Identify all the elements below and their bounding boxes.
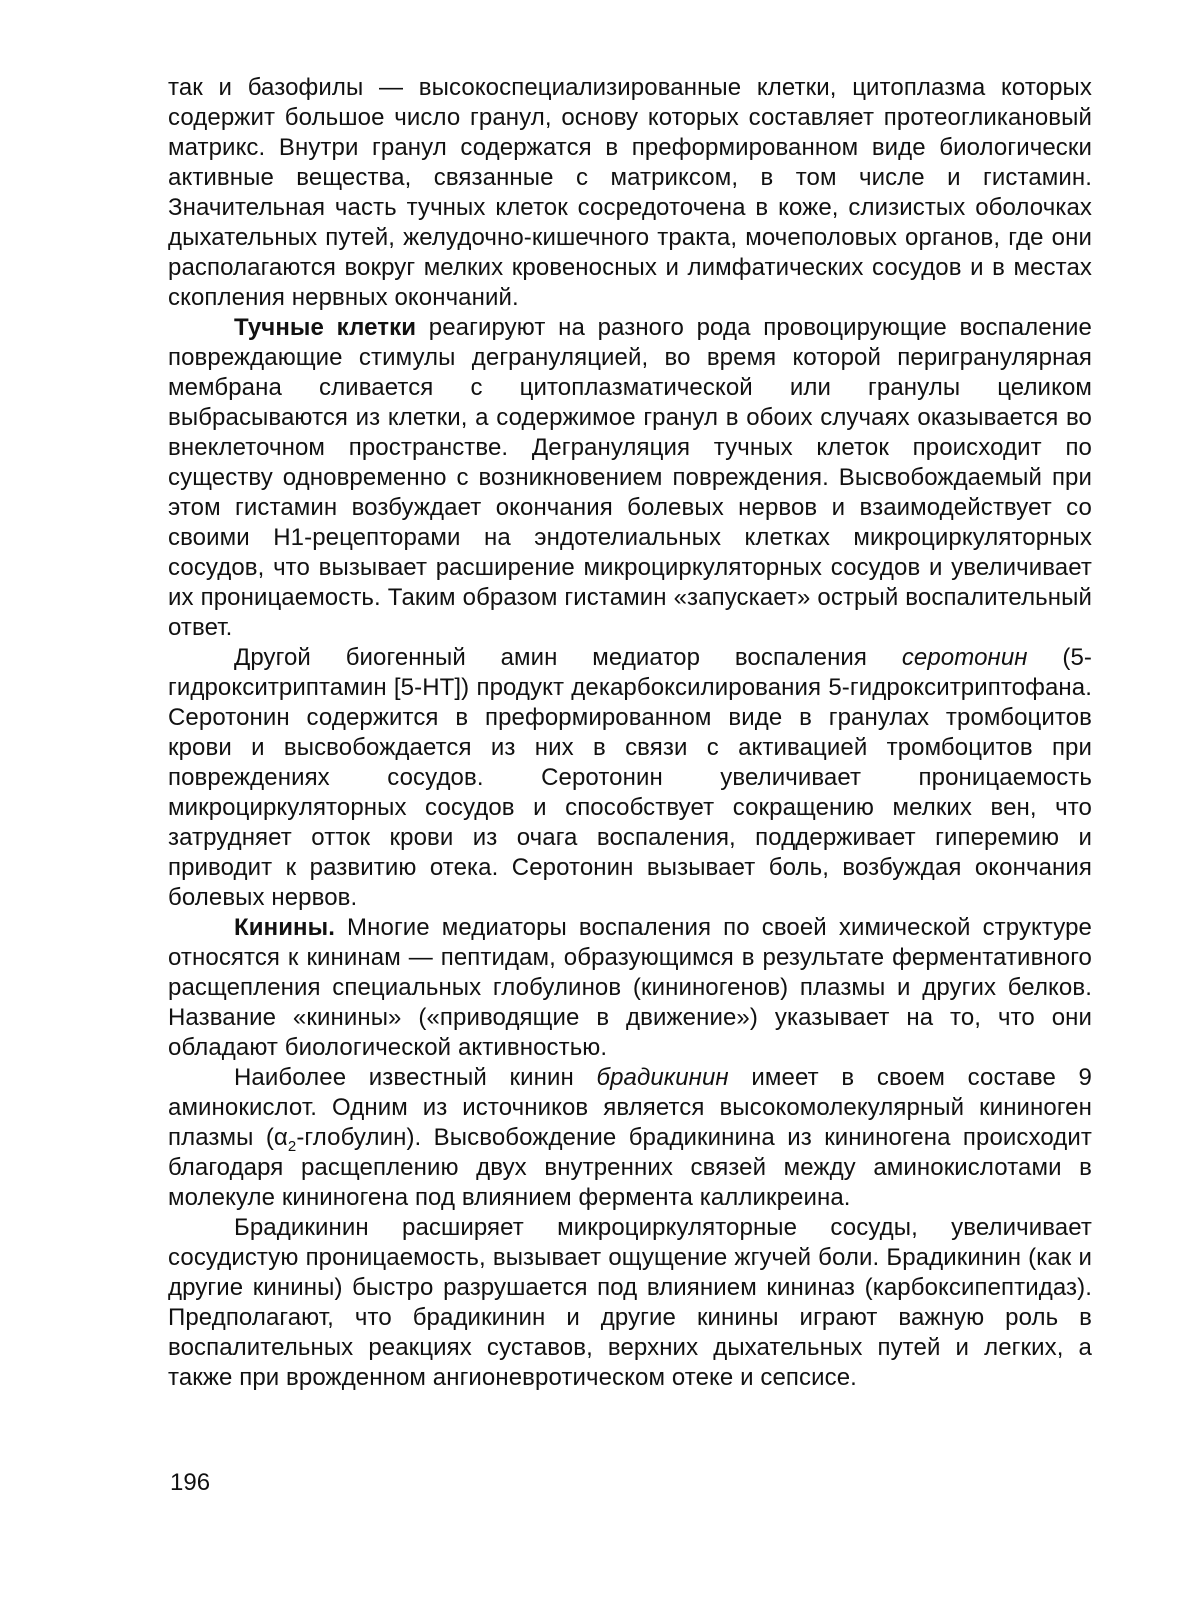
term-mast-cells: Тучные клетки: [234, 314, 417, 341]
paragraph-1-text: так и базофилы — высокоспециализированные клетки, цитоплазма которых содержит большое число гранул, основу которых составляет протеогликановый матрикс. Внутри гранул содержатся в преформированном виде биологически активные вещества, связанные с матриксом, в том числе и гистамин. Значительная часть тучных клеток сосредоточена в коже, слизистых оболочках дыхательных путей, желудочно-кишечного тракта, мочеполовых органов, где они располагаются вокруг мелких кровеносных и лимфатических сосудов и в местах скопления нервных окончаний.: [168, 74, 1092, 311]
paragraph-6: [168, 1213, 1092, 1393]
paragraph-1: [168, 73, 1092, 313]
paragraph-4: [168, 913, 1092, 1063]
paragraph-6-text: Брадикинин расширяет микроциркуляторные сосуды, увеличивает сосудистую проницаемость, вызывает ощущение жгучей боли. Брадикинин (как и другие кинины) быстро разрушается под влиянием кининаз (карбоксипептидаз). Предполагают, что брадикинин и другие кинины играют важную роль в воспалительных реакциях суставов, верхних дыхательных путей и легких, а также при врожденном ангионевротическом отеке и сепсисе.: [168, 1214, 1092, 1391]
paragraph-5-text-1: имеет в своем составе 9 аминокислот. Одним из источников является высокомолекулярный кининоген плазмы (α: [168, 1064, 1092, 1151]
paragraph-3: [168, 643, 1092, 913]
paragraph-3-text: (5-гидрокситриптамин [5-НТ]) продукт декарбоксилирования 5-гидрокситриптофана. Серотонин содержится в преформированном виде в гранулах тромбоцитов крови и высвобождается из них в связи с активацией тромбоцитов при повреждениях сосудов. Серотонин увеличивает проницаемость микроциркуляторных сосудов и способствует сокращению мелких вен, что затрудняет отток крови из очага воспаления, поддерживает гиперемию и приводит к развитию отека. Серотонин вызывает боль, возбуждая окончания болевых нервов.: [168, 644, 1093, 911]
paragraph-5: [168, 1063, 1092, 1213]
term-kinins: Кинины.: [234, 914, 336, 941]
paragraph-2-text: реагируют на разного рода провоцирующие воспаление повреждающие стимулы дегрануляцией, во время которой перигранулярная мембрана сливается с цитоплазматической или гранулы целиком выбрасываются из клетки, а содержимое гранул в обоих случаях оказывается во внеклеточном пространстве. Дегрануляция тучных клеток происходит по существу одновременно с возникновением повреждения. Высвобождаемый при этом гистамин возбуждает окончания болевых нервов и взаимодействует со своими Н1-рецепторами на эндотелиальных клетках микроциркуляторных сосудов, что вызывает расширение микроциркуляторных сосудов и увеличивает их проницаемость. Таким образом гистамин «запускает» острый воспалительный ответ.: [168, 314, 1092, 641]
paragraph-3-pre: Другой биогенный амин медиатор воспаления: [234, 644, 902, 671]
paragraph-2: [168, 313, 1092, 643]
paragraph-4-text: Многие медиаторы воспаления по своей химической структуре относятся к кининам — пептидам, образующимся в результате ферментативного расщепления специальных глобулинов (кининогенов) плазмы и других белков. Название «кинины» («приводящие в движение») указывает на то, что они обладают биологической активностью.: [168, 914, 1092, 1061]
alpha-subscript: 2: [287, 1137, 297, 1155]
paragraph-5-pre: Наиболее известный кинин: [234, 1064, 597, 1091]
page-number: 196: [170, 1469, 211, 1496]
paragraph-5-text-2: -глобулин). Высвобождение брадикинина из кининогена происходит благодаря расщеплению двух внутренних связей между аминокислотами в молекуле кининогена под влиянием фермента калликреина.: [168, 1124, 1092, 1211]
term-bradykinin: брадикинин: [596, 1064, 729, 1091]
page-body: [168, 73, 1092, 1393]
term-serotonin: серотонин: [901, 644, 1028, 671]
